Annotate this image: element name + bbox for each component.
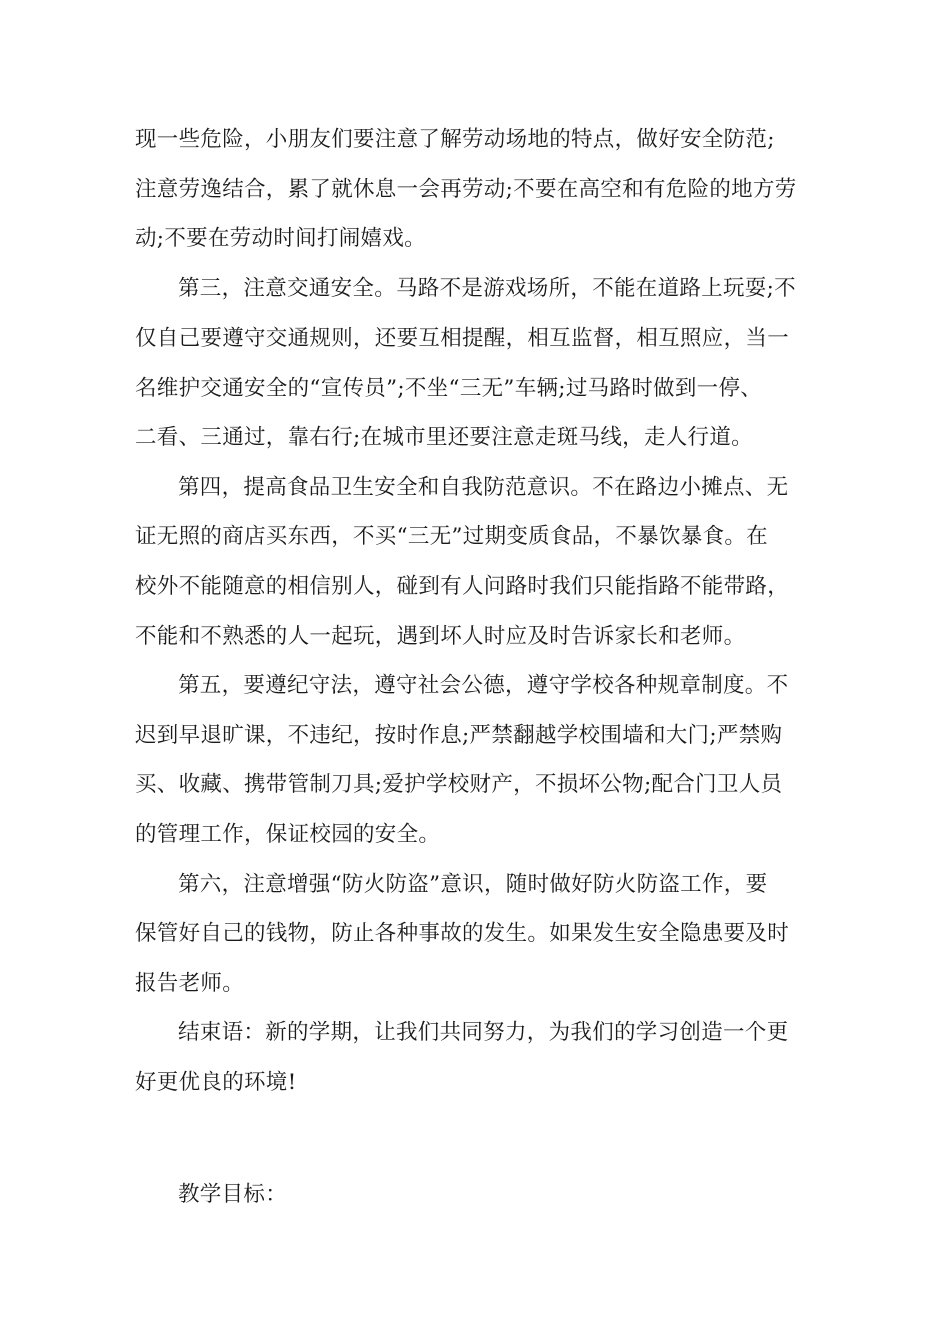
paragraph-first-line: 结束语：新的学期，让我们共同努力，为我们的学习创造一个更 bbox=[178, 1020, 789, 1045]
text-line: 证无照的商店买东西，不买“三无”过期变质食品，不暴饮暴食。在 bbox=[135, 524, 768, 549]
text-line: 不能和不熟悉的人一起玩，遇到坏人时应及时告诉家长和老师。 bbox=[135, 624, 746, 649]
text-line: 报告老师。 bbox=[135, 971, 245, 996]
text-line: 好更优良的环境! bbox=[135, 1070, 297, 1095]
text-line: 保管好自己的钱物，防止各种事故的发生。如果发生安全隐患要及时 bbox=[135, 921, 790, 946]
text-line: 的管理工作，保证校园的安全。 bbox=[135, 822, 441, 847]
text-line: 动;不要在劳动时间打闹嬉戏。 bbox=[135, 226, 426, 251]
text-line: 迟到早退旷课，不违纪，按时作息;严禁翻越学校围墙和大门;严禁购 bbox=[135, 723, 783, 748]
section-heading: 教学目标： bbox=[178, 1182, 288, 1207]
text-line: 二看、三通过，靠右行;在城市里还要注意走斑马线，走人行道。 bbox=[135, 425, 753, 450]
text-line: 注意劳逸结合，累了就休息一会再劳动;不要在高空和有危险的地方劳 bbox=[135, 177, 797, 202]
text-line: 校外不能随意的相信别人，碰到有人问路时我们只能指路不能带路， bbox=[135, 574, 790, 599]
paragraph-first-line: 第三，注意交通安全。马路不是游戏场所，不能在道路上玩耍;不 bbox=[178, 276, 796, 301]
text-line: 买、收藏、携带管制刀具;爱护学校财产，不损坏公物;配合门卫人员 bbox=[135, 772, 783, 797]
text-line: 名维护交通安全的“宣传员”;不坐“三无”车辆;过马路时做到一停、 bbox=[135, 376, 763, 401]
text-line: 现一些危险，小朋友们要注意了解劳动场地的特点，做好安全防范; bbox=[135, 127, 775, 152]
paragraph-first-line: 第六，注意增强“防火防盗”意识，随时做好防火防盗工作，要 bbox=[178, 872, 768, 897]
text-line: 仅自己要遵守交通规则，还要互相提醒，相互监督，相互照应，当一 bbox=[135, 326, 790, 351]
paragraph-first-line: 第五，要遵纪守法，遵守社会公德，遵守学校各种规章制度。不 bbox=[178, 673, 789, 698]
paragraph-first-line: 第四，提高食品卫生安全和自我防范意识。不在路边小摊点、无 bbox=[178, 475, 789, 500]
